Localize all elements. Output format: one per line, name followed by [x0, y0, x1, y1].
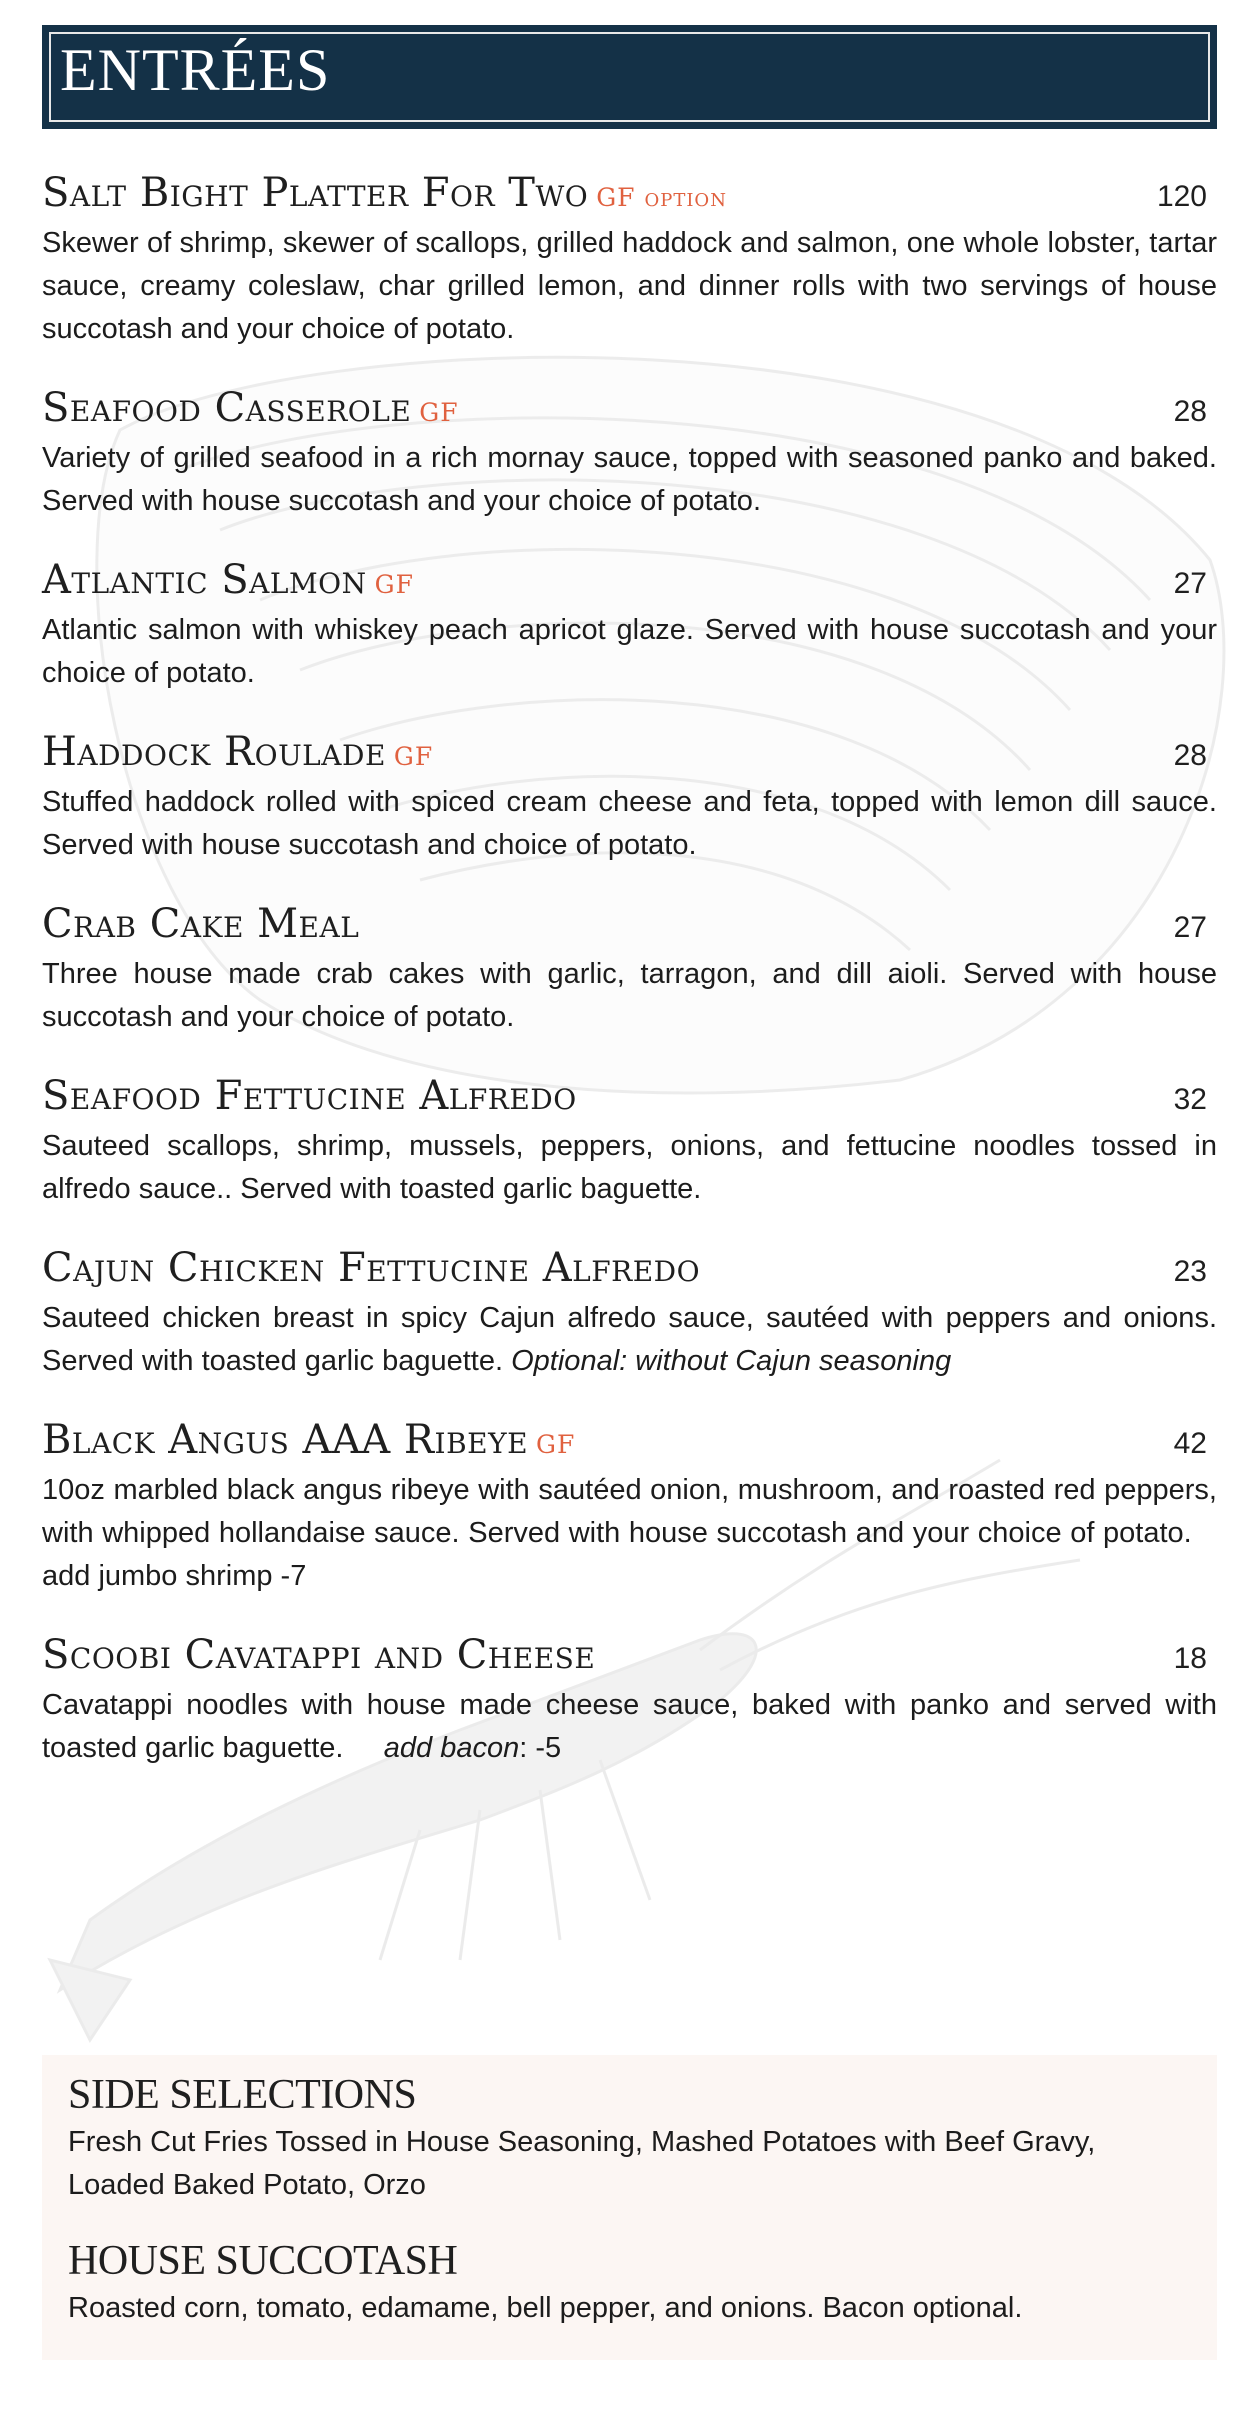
- menu-item: [42, 729, 1217, 867]
- item-addon-label: add bacon: [383, 1732, 520, 1764]
- item-price: 27: [1173, 567, 1207, 600]
- item-price: 28: [1173, 395, 1207, 428]
- item-price: 28: [1173, 739, 1207, 772]
- item-name: Seafood Casserole GF: [42, 385, 459, 431]
- house-succotash: [68, 2235, 1191, 2330]
- item-addon: add jumbo shrimp -7: [42, 1560, 307, 1592]
- menu-item: [42, 1245, 1217, 1383]
- item-name: Crab Cake Meal: [42, 901, 360, 947]
- dietary-tag: GF: [419, 398, 459, 427]
- item-price: 27: [1173, 911, 1207, 944]
- section-banner: [42, 25, 1217, 129]
- menu-item: [42, 385, 1217, 523]
- item-price: 18: [1173, 1642, 1207, 1675]
- menu-item: [42, 557, 1217, 695]
- item-name: Black Angus AAA Ribeye GF: [42, 1417, 576, 1463]
- item-price: 32: [1173, 1083, 1207, 1116]
- item-name: Seafood Fettucine Alfredo: [42, 1073, 577, 1119]
- item-addon-value: : -5: [519, 1732, 562, 1764]
- side-selections: [68, 2069, 1191, 2207]
- dietary-tag: GF: [393, 742, 434, 771]
- menu-item: [42, 1632, 1217, 1770]
- menu-item: [42, 1073, 1217, 1211]
- item-description: Skewer of shrimp, skewer of scallops, grilled haddock and salmon, one whole lobster, tartar sauce, creamy coleslaw, char grilled lemon, and dinner rolls with two servings of house succotash and your choice of potato.: [42, 227, 1217, 345]
- dietary-tag: GF option: [596, 183, 727, 212]
- page-title: ENTRÉES: [60, 37, 331, 103]
- item-name: Salt Bight Platter For Two GF option: [42, 170, 727, 216]
- item-name: Atlantic Salmon GF: [42, 557, 414, 603]
- item-name: Haddock Roulade GF: [42, 729, 434, 775]
- item-description: Variety of grilled seafood in a rich mornay sauce, topped with seasoned panko and baked. Served with house succotash and your choice of potato.: [42, 442, 1217, 517]
- item-description: Three house made crab cakes with garlic, tarragon, and dill aioli. Served with house succotash and your choice of potato.: [42, 958, 1217, 1033]
- item-name: Scoobi Cavatappi and Cheese: [42, 1632, 596, 1678]
- item-name: Cajun Chicken Fettucine Alfredo: [42, 1245, 701, 1291]
- dietary-tag: GF: [536, 1430, 576, 1459]
- item-price: 23: [1173, 1255, 1207, 1288]
- item-description: Stuffed haddock rolled with spiced cream cheese and feta, topped with lemon dill sauce. Served with house succotash and choice of potato.: [42, 786, 1217, 861]
- item-price: 42: [1173, 1427, 1207, 1460]
- menu-item: [42, 1417, 1217, 1598]
- menu-item: [42, 901, 1217, 1039]
- entree-list: [42, 170, 1217, 1804]
- item-description: 10oz marbled black angus ribeye with sautéed onion, mushroom, and roasted red peppers, with whipped hollandaise sauce. Served with house succotash and your choice of potato. add jumbo shrimp -7: [42, 1474, 1217, 1592]
- side-selections-desc: Fresh Cut Fries Tossed in House Seasoning, Mashed Potatoes with Beef Gravy, Loaded Baked Potato, Orzo: [68, 2126, 1096, 2201]
- sides-panel: [42, 2055, 1217, 2360]
- item-price: 120: [1156, 180, 1207, 213]
- item-description: Sauteed scallops, shrimp, mussels, peppers, onions, and fettucine noodles tossed in alfredo sauce.. Served with toasted garlic baguette.: [42, 1130, 1217, 1205]
- item-description: Sauteed chicken breast in spicy Cajun alfredo sauce, sautéed with peppers and onions. Served with toasted garlic baguette. Optional: without Cajun seasoning: [42, 1302, 1217, 1377]
- house-succotash-desc: Roasted corn, tomato, edamame, bell pepper, and onions. Bacon optional.: [68, 2292, 1023, 2324]
- menu-item: [42, 170, 1217, 351]
- item-note: Optional: without Cajun seasoning: [511, 1345, 952, 1377]
- item-description: Atlantic salmon with whiskey peach apricot glaze. Served with house succotash and your choice of potato.: [42, 614, 1217, 689]
- side-selections-title: SIDE SELECTIONS: [68, 2072, 417, 2118]
- dietary-tag: GF: [374, 570, 414, 599]
- item-description: Cavatappi noodles with house made cheese sauce, baked with panko and served with toasted garlic baguette. add bacon: -5: [42, 1689, 1217, 1764]
- house-succotash-title: HOUSE SUCCOTASH: [68, 2238, 458, 2284]
